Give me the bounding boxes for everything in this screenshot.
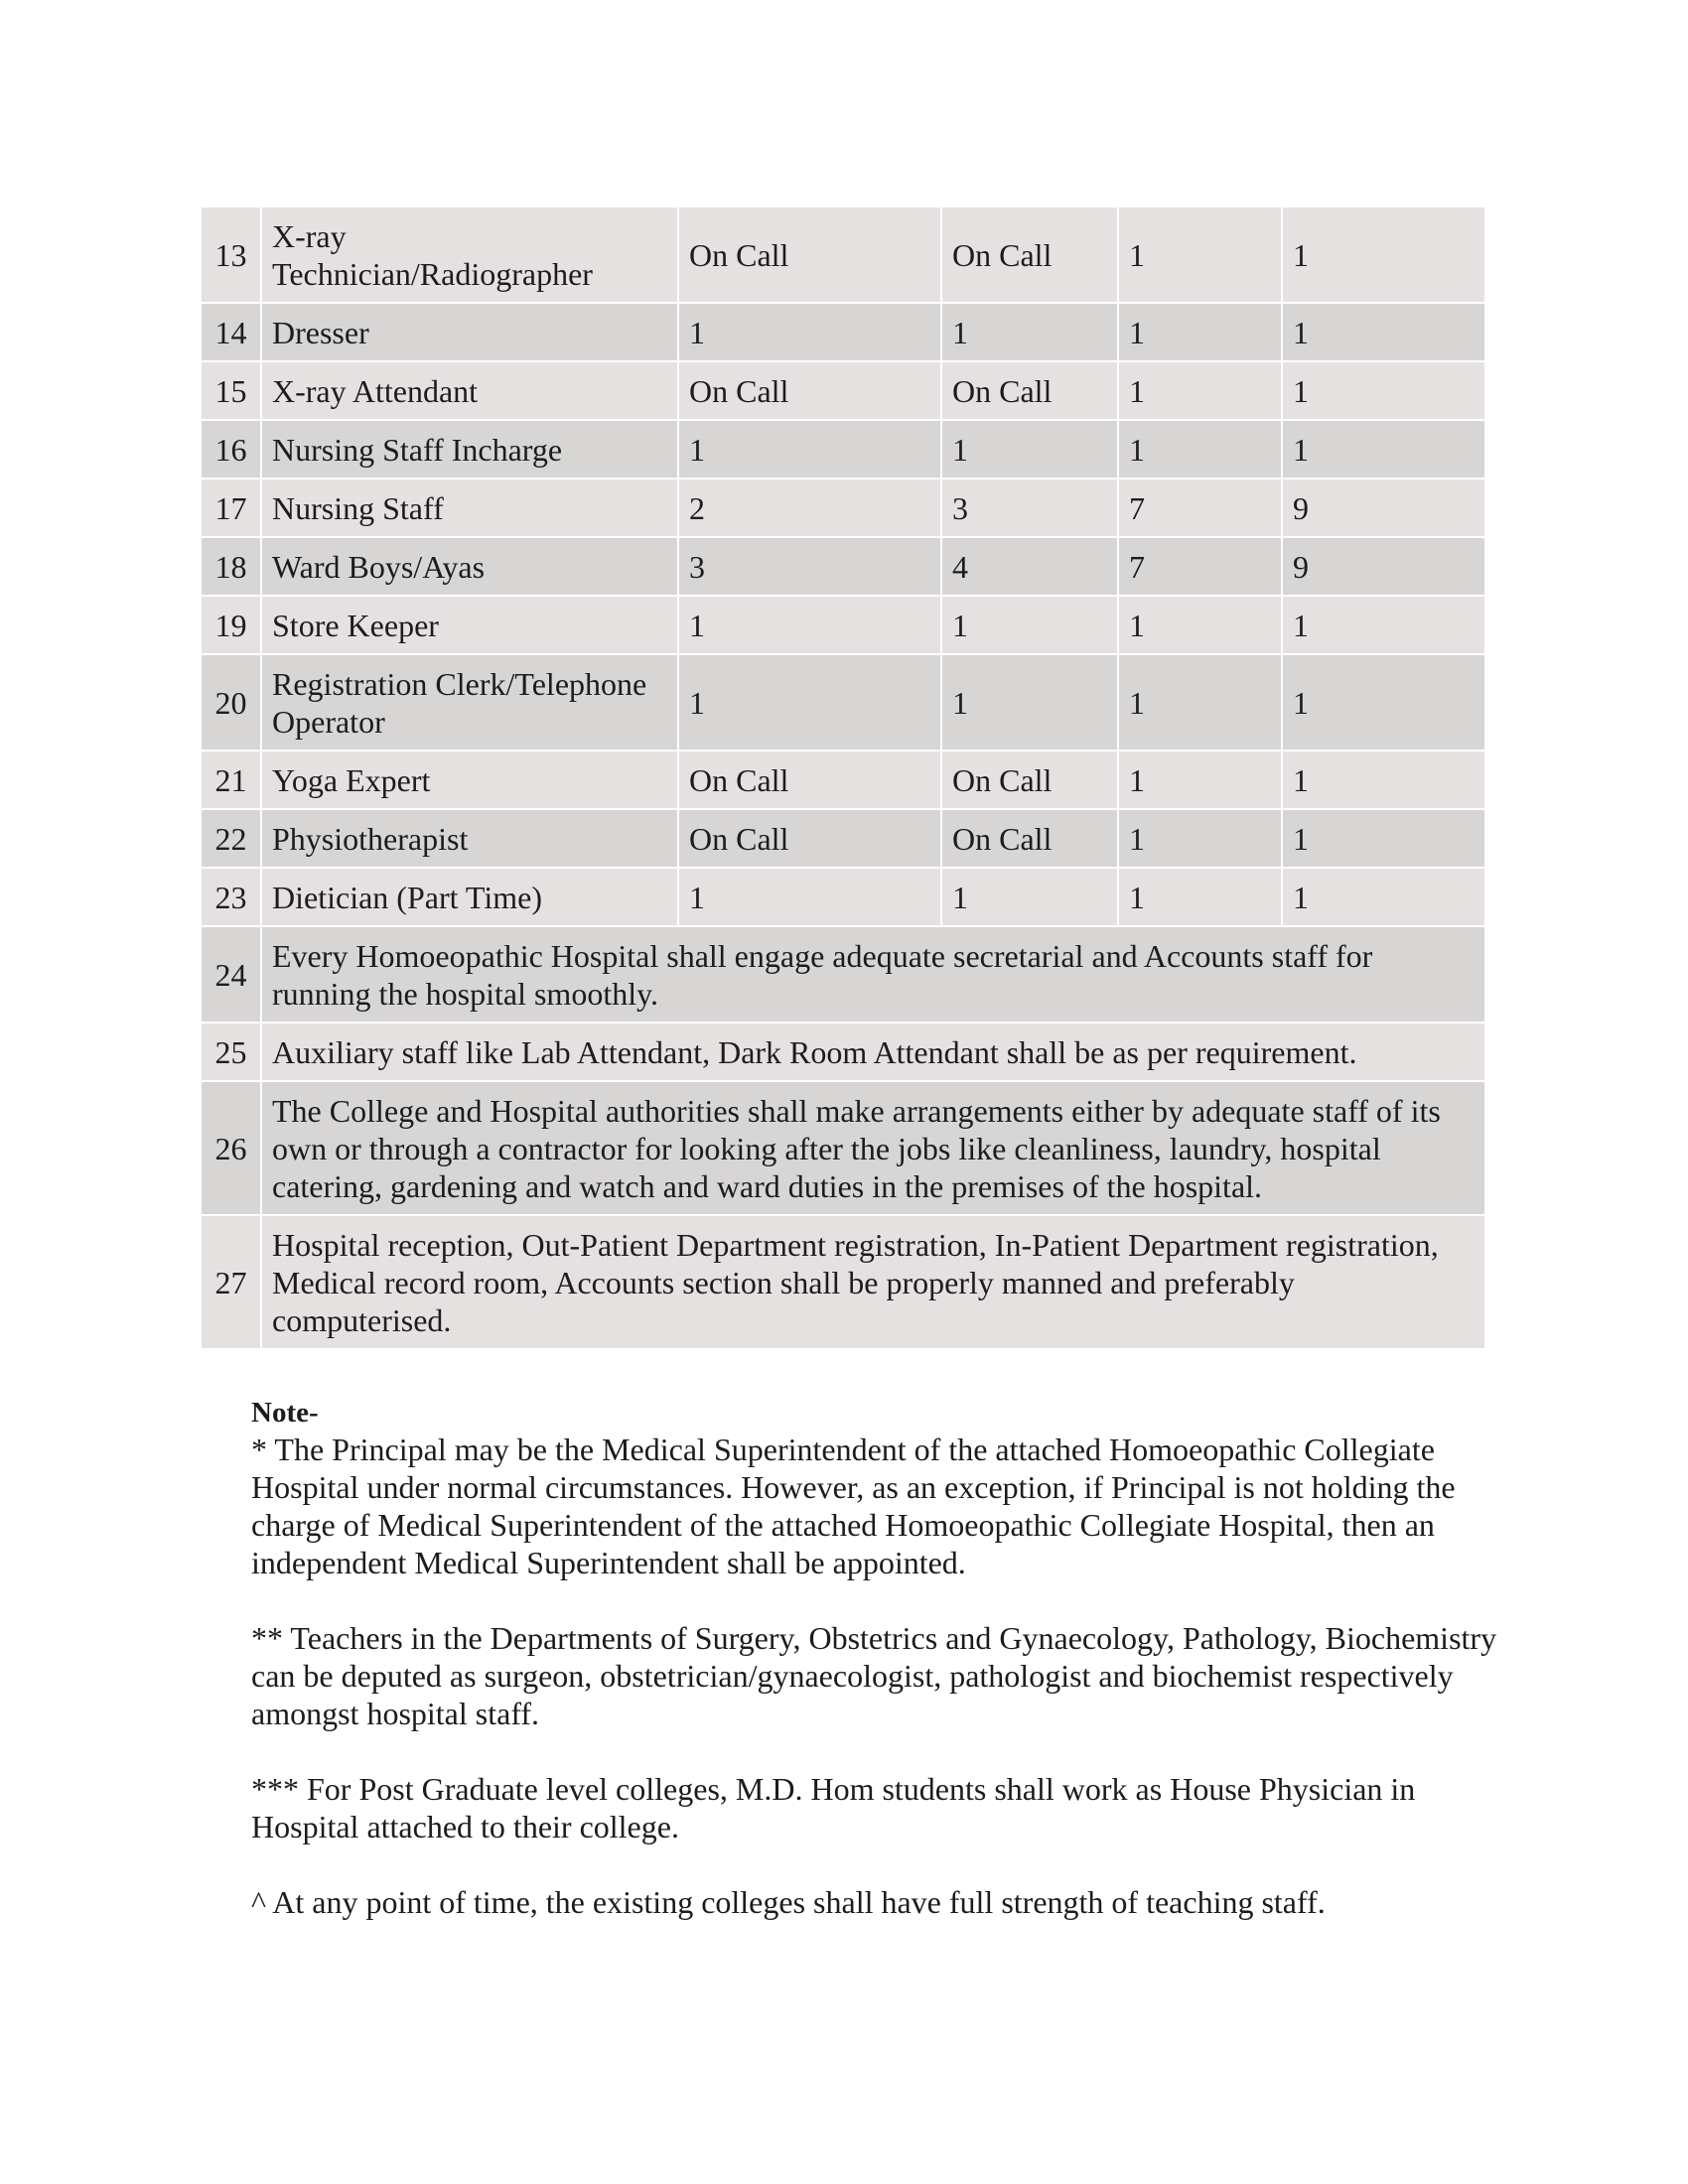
- table-row: [201, 926, 1485, 1023]
- table-row: [201, 537, 1485, 596]
- row-number: 21: [201, 751, 261, 809]
- post-name: X-ray Technician/Radiographer: [261, 206, 678, 303]
- cell-value: 2: [678, 478, 941, 537]
- post-name: Dietician (Part Time): [261, 868, 678, 926]
- table-row: [201, 751, 1485, 809]
- row-number: 19: [201, 596, 261, 654]
- note-item: * The Principal may be the Medical Superintendent of the attached Homoeopathic Collegiate Hospital under normal circumstances. However, as an exception, if Principal is not holding the charge of Medical Superintendent of the attached Homoeopathic Collegiate Hospital, then an independent Medical Superintendent shall be appointed.: [251, 1432, 1456, 1580]
- table-row: [201, 1081, 1485, 1215]
- cell-value: 1: [1282, 751, 1485, 809]
- cell-value: 1: [941, 596, 1118, 654]
- cell-value: On Call: [678, 751, 941, 809]
- table-row: [201, 868, 1485, 926]
- cell-value: On Call: [678, 206, 941, 303]
- cell-value: 1: [1282, 654, 1485, 751]
- row-number: 26: [201, 1081, 261, 1215]
- staff-table: [200, 205, 1486, 1350]
- cell-value: 1: [1282, 303, 1485, 361]
- cell-value: 3: [678, 537, 941, 596]
- cell-value: 1: [1118, 303, 1282, 361]
- table-row: [201, 654, 1485, 751]
- cell-value: On Call: [941, 206, 1118, 303]
- cell-value: 1: [1282, 868, 1485, 926]
- cell-value: 1: [1118, 868, 1282, 926]
- row-number: 18: [201, 537, 261, 596]
- cell-value: 1: [1282, 206, 1485, 303]
- cell-value: 1: [1118, 809, 1282, 868]
- row-number: 16: [201, 420, 261, 478]
- table-row: [201, 809, 1485, 868]
- cell-value: 1: [1282, 809, 1485, 868]
- note-item: ^ At any point of time, the existing colleges shall have full strength of teaching staff.: [251, 1884, 1326, 1920]
- cell-value: 4: [941, 537, 1118, 596]
- cell-value: On Call: [941, 809, 1118, 868]
- cell-value: 3: [941, 478, 1118, 537]
- cell-value: 9: [1282, 478, 1485, 537]
- table-row: [201, 1215, 1485, 1349]
- cell-value: 1: [678, 303, 941, 361]
- wide-row-text: The College and Hospital authorities shall make arrangements either by adequate staff of its own or through a contractor for looking after the jobs like cleanliness, laundry, hospital catering, gardening and watch and ward duties in the premises of the hospital.: [261, 1081, 1485, 1215]
- post-name: Yoga Expert: [261, 751, 678, 809]
- cell-value: 1: [1282, 420, 1485, 478]
- cell-value: 1: [678, 654, 941, 751]
- cell-value: 1: [941, 868, 1118, 926]
- cell-value: On Call: [941, 751, 1118, 809]
- row-number: 14: [201, 303, 261, 361]
- cell-value: 1: [1118, 654, 1282, 751]
- table-row: [201, 478, 1485, 537]
- note-item: *** For Post Graduate level colleges, M.D. Hom students shall work as House Physician in Hospital attached to their college.: [251, 1771, 1416, 1844]
- cell-value: 1: [941, 303, 1118, 361]
- post-name: Physiotherapist: [261, 809, 678, 868]
- row-number: 27: [201, 1215, 261, 1349]
- row-number: 22: [201, 809, 261, 868]
- cell-value: 1: [1118, 361, 1282, 420]
- note-item: ** Teachers in the Departments of Surgery, Obstetrics and Gynaecology, Pathology, Biochemistry can be deputed as surgeon, obstetrician/gynaecologist, pathologist and biochemist respectively amongst hospital staff.: [251, 1620, 1497, 1731]
- cell-value: 9: [1282, 537, 1485, 596]
- post-name: Nursing Staff Incharge: [261, 420, 678, 478]
- notes-title: Note-: [251, 1397, 319, 1429]
- row-number: 13: [201, 206, 261, 303]
- row-number: 17: [201, 478, 261, 537]
- cell-value: 1: [678, 596, 941, 654]
- table-row: [201, 420, 1485, 478]
- row-number: 24: [201, 926, 261, 1023]
- cell-value: 7: [1118, 537, 1282, 596]
- cell-value: On Call: [678, 361, 941, 420]
- post-name: X-ray Attendant: [261, 361, 678, 420]
- row-number: 25: [201, 1023, 261, 1081]
- wide-row-text: Every Homoeopathic Hospital shall engage adequate secretarial and Accounts staff for running the hospital smoothly.: [261, 926, 1485, 1023]
- post-name: Dresser: [261, 303, 678, 361]
- row-number: 15: [201, 361, 261, 420]
- post-name: Nursing Staff: [261, 478, 678, 537]
- cell-value: 1: [941, 654, 1118, 751]
- cell-value: 1: [1118, 420, 1282, 478]
- table-row: [201, 206, 1485, 303]
- post-name: Registration Clerk/Telephone Operator: [261, 654, 678, 751]
- notes-section: [251, 1395, 1502, 1959]
- post-name: Ward Boys/Ayas: [261, 537, 678, 596]
- table-row: [201, 361, 1485, 420]
- cell-value: On Call: [678, 809, 941, 868]
- cell-value: 7: [1118, 478, 1282, 537]
- table-row: [201, 596, 1485, 654]
- cell-value: 1: [678, 420, 941, 478]
- cell-value: 1: [1118, 751, 1282, 809]
- cell-value: 1: [1118, 206, 1282, 303]
- cell-value: On Call: [941, 361, 1118, 420]
- cell-value: 1: [1118, 596, 1282, 654]
- table-row: [201, 1023, 1485, 1081]
- cell-value: 1: [1282, 361, 1485, 420]
- post-name: Store Keeper: [261, 596, 678, 654]
- wide-row-text: Auxiliary staff like Lab Attendant, Dark Room Attendant shall be as per requirement.: [261, 1023, 1485, 1081]
- cell-value: 1: [1282, 596, 1485, 654]
- row-number: 23: [201, 868, 261, 926]
- table-row: [201, 303, 1485, 361]
- cell-value: 1: [678, 868, 941, 926]
- wide-row-text: Hospital reception, Out-Patient Department registration, In-Patient Department registration, Medical record room, Accounts section shall be properly manned and preferably computerised.: [261, 1215, 1485, 1349]
- cell-value: 1: [941, 420, 1118, 478]
- row-number: 20: [201, 654, 261, 751]
